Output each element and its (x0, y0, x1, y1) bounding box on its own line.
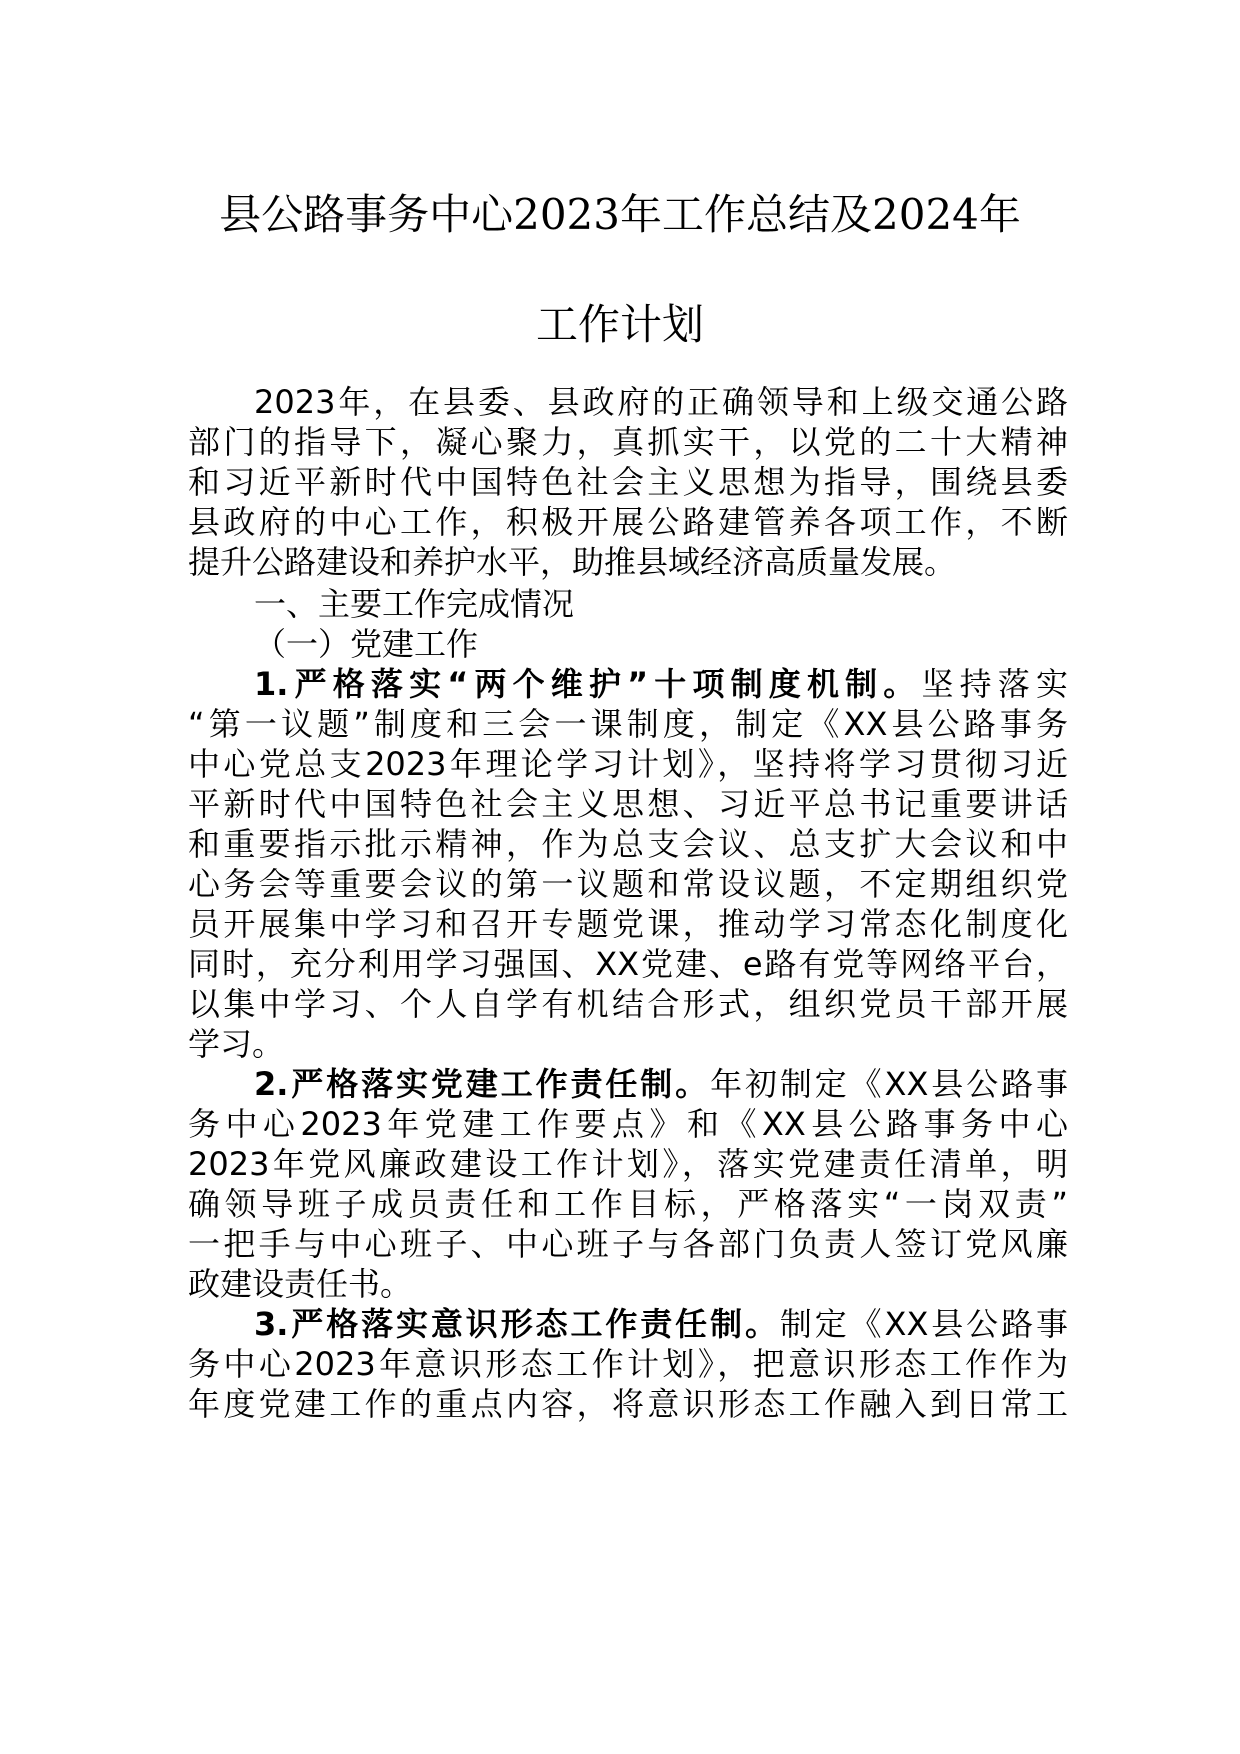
item-1-lead: 1.严格落实“两个维护”十项制度机制。 (254, 665, 922, 703)
document-title-line-1: 县公路事务中心2023年工作总结及2024年 (219, 190, 1021, 239)
section-heading: 一、主要工作完成情况 (254, 585, 575, 623)
item-3-lead-rest: 制定《XX县公路事 (779, 1305, 1068, 1343)
item-1-lead-rest: 坚持落实 (921, 665, 1068, 703)
item-1-line: “第一议题”制度和三会一课制度，制定《XX县公路事务 (188, 705, 1068, 743)
item-1-line: 以集中学习、个人自学有机结合形式，组织党员干部开展 (188, 985, 1068, 1023)
item-2-line: 政建设责任书。 (188, 1265, 413, 1303)
subsection-heading: （一）党建工作 (254, 625, 479, 663)
intro-line: 和习近平新时代中国特色社会主义思想为指导，围绕县委 (188, 463, 1068, 501)
item-1-line: 平新时代中国特色社会主义思想、习近平总书记重要讲话 (188, 785, 1068, 823)
intro-line: 县政府的中心工作，积极开展公路建管养各项工作，不断 (188, 503, 1068, 541)
item-2-first-line (254, 1062, 1068, 1106)
item-2-line: 确领导班子成员责任和工作目标，严格落实“一岗双责” (188, 1185, 1068, 1223)
item-1-line: 员开展集中学习和召开专题党课，推动学习常态化制度化 (188, 905, 1068, 943)
item-1-line: 同时，充分利用学习强国、XX党建、e路有党等网络平台， (188, 945, 1068, 983)
item-2-lead-rest: 年初制定《XX县公路事 (710, 1065, 1068, 1103)
item-3-line: 年度党建工作的重点内容，将意识形态工作融入到日常工 (188, 1385, 1068, 1423)
item-2-lead: 2.严格落实党建工作责任制。 (254, 1065, 711, 1103)
item-1-line: 心务会等重要会议的第一议题和常设议题，不定期组织党 (188, 865, 1068, 903)
intro-line: 2023年，在县委、县政府的正确领导和上级交通公路 (254, 383, 1068, 421)
item-2-line: 务中心2023年党建工作要点》和《XX县公路事务中心 (188, 1105, 1068, 1143)
item-2-line: 2023年党风廉政建设工作计划》，落实党建责任清单，明 (188, 1145, 1068, 1183)
item-1-first-line (254, 662, 1068, 706)
item-1-line: 中心党总支2023年理论学习计划》，坚持将学习贯彻习近 (188, 745, 1068, 783)
item-1-line: 学习。 (188, 1025, 285, 1063)
item-3-line: 务中心2023年意识形态工作计划》，把意识形态工作作为 (188, 1345, 1068, 1383)
intro-line: 部门的指导下，凝心聚力，真抓实干，以党的二十大精神 (188, 423, 1068, 461)
item-2-line: 一把手与中心班子、中心班子与各部门负责人签订党风廉 (188, 1225, 1068, 1263)
item-1-line: 和重要指示批示精神，作为总支会议、总支扩大会议和中 (188, 825, 1068, 863)
intro-line: 提升公路建设和养护水平，助推县域经济高质量发展。 (188, 543, 957, 581)
item-3-lead: 3.严格落实意识形态工作责任制。 (254, 1305, 780, 1343)
document-title-line-2: 工作计划 (535, 300, 704, 349)
item-3-first-line (254, 1302, 1068, 1346)
